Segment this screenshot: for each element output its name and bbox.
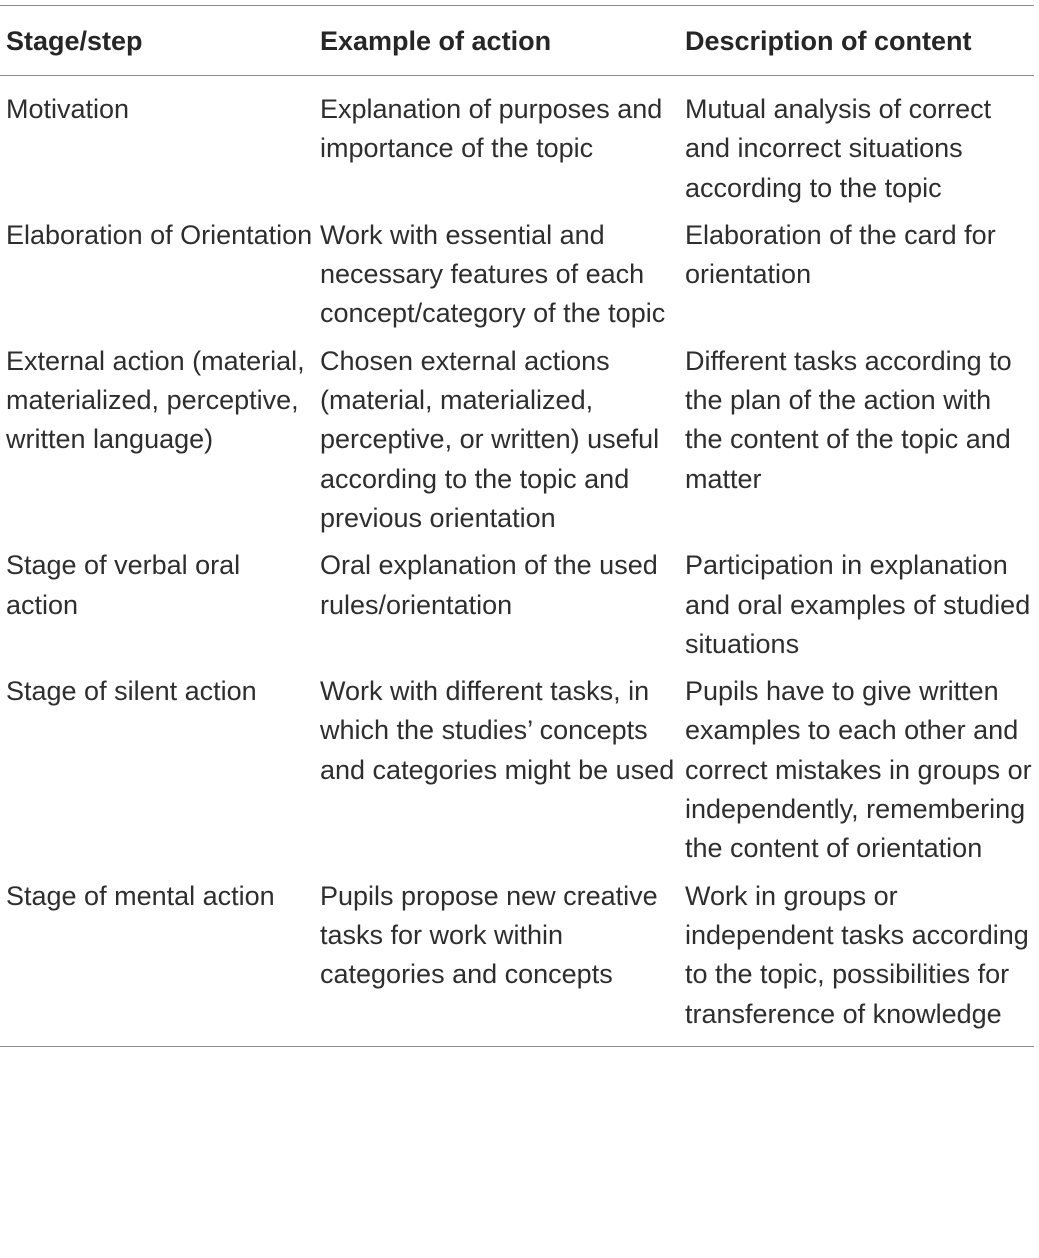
table-header <box>0 6 1034 76</box>
table-row <box>0 342 1034 546</box>
cell-example: Work with essential and necessary features of each concept/category of the topic <box>320 219 666 329</box>
table-row <box>0 877 1034 1047</box>
cell-description: Pupils have to give written examples to each other and correct mistakes in groups or independently, remembering the content of orientation <box>685 676 1032 864</box>
cell-stage: Stage of verbal oral action <box>6 550 241 620</box>
cell-stage: Stage of silent action <box>6 676 257 707</box>
cell-example: Pupils propose new creative tasks for work within categories and concepts <box>320 880 658 990</box>
cell-stage: Stage of mental action <box>6 880 275 911</box>
cell-stage: Motivation <box>6 94 130 124</box>
cell-example: Work with different tasks, in which the studies’ concepts and categories might be used <box>320 676 675 785</box>
cell-example: Explanation of purposes and importance of the topic <box>320 94 663 164</box>
header-description-of-content: Description of content <box>685 26 972 56</box>
table-row <box>0 216 1034 342</box>
header-example-of-action: Example of action <box>320 26 552 56</box>
cell-description: Participation in explanation and oral examples of studied situations <box>685 550 1031 659</box>
table-body <box>0 76 1034 1047</box>
table-row <box>0 546 1034 672</box>
cell-description: Work in groups or independent tasks according to the topic, possibilities for transference of knowledge <box>685 880 1029 1029</box>
table-row <box>0 672 1034 876</box>
cell-stage: External action (material, materialized, perceptive, written language) <box>6 345 305 455</box>
stages-table <box>0 5 1034 1047</box>
header-stage-step: Stage/step <box>6 26 143 56</box>
cell-description: Elaboration of the card for orientation <box>685 219 996 290</box>
header-row <box>0 6 1034 76</box>
cell-example: Oral explanation of the used rules/orientation <box>320 550 658 620</box>
table-row <box>0 76 1034 216</box>
cell-stage: Elaboration of Orientation <box>6 219 313 250</box>
cell-description: Different tasks according to the plan of the action with the content of the topic and matter <box>685 345 1012 494</box>
cell-description: Mutual analysis of correct and incorrect situations according to the topic <box>685 94 992 203</box>
cell-example: Chosen external actions (material, materialized, perceptive, or written) useful according to the topic and previous orientation <box>320 345 660 533</box>
